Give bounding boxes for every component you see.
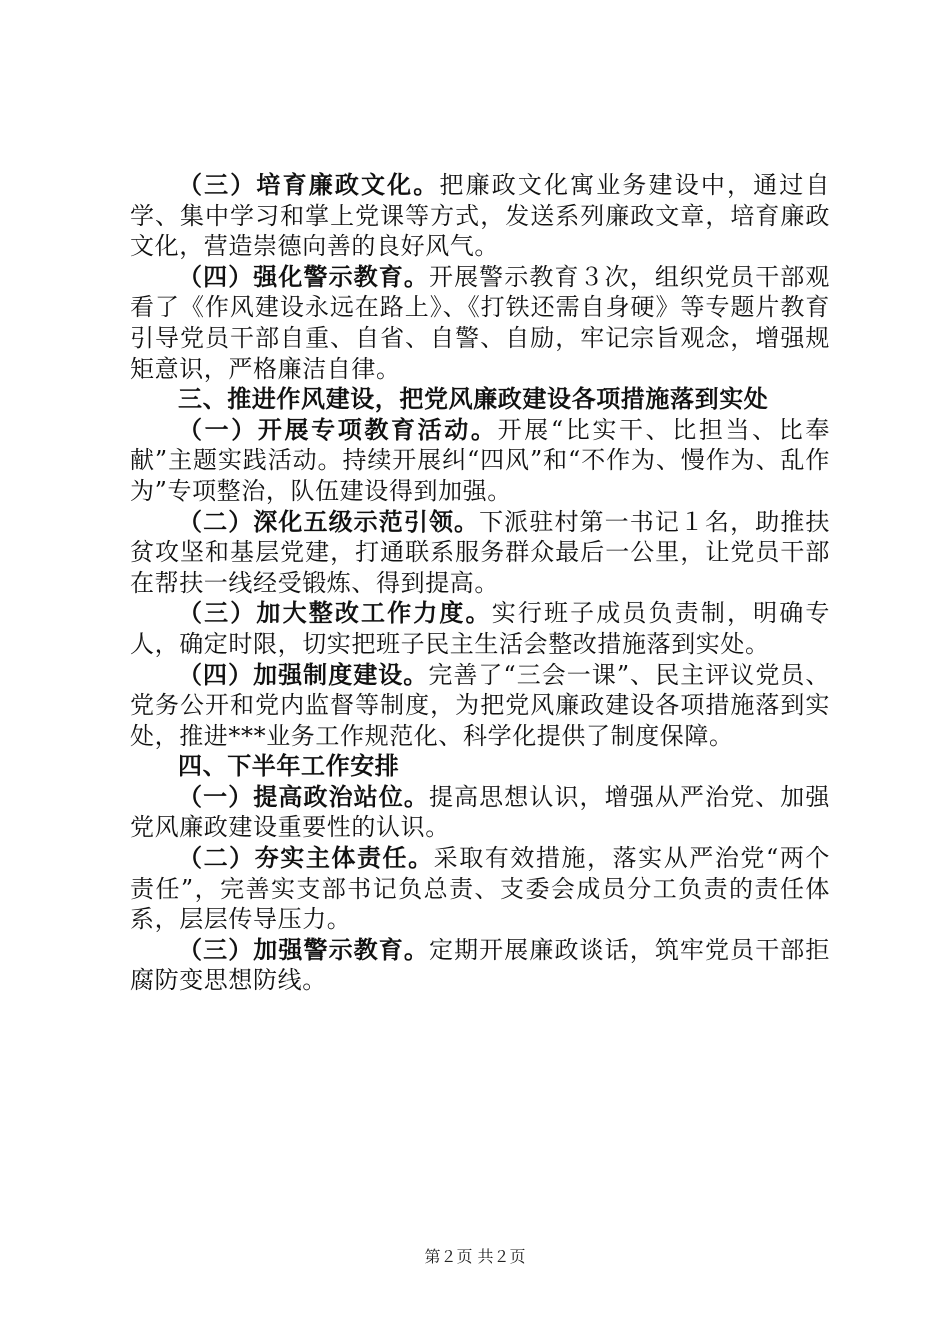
paragraph-text: 采取有效措施，落实从严治党“两个责任”，完善实支部书记负总责、支委会成员分工负责的责任体系，层层传导压力。 — [130, 844, 830, 934]
paragraph-text: 定期开展廉政谈话，筑牢党员干部拒腐防变思想防线。 — [130, 935, 831, 995]
paragraph-lead: （四）强化警示教育。 — [178, 262, 429, 291]
paragraph — [130, 415, 830, 507]
paragraph — [130, 660, 830, 752]
paragraph — [130, 507, 830, 599]
paragraph-text: 开展“比实干、比担当、比奉献”主题实践活动。持续开展纠“四风”和“不作为、慢作为、乱作为”专项整治，队伍建设得到加强。 — [130, 415, 830, 505]
section-heading: 四、下半年工作安排 — [178, 752, 400, 781]
paragraph-lead: （二）夯实主体责任。 — [178, 844, 434, 873]
paragraph-text: 实行班子成员负责制，明确专人，确定时限，切实把班子民主生活会整改措施落到实处。 — [130, 599, 830, 658]
paragraph — [130, 843, 830, 935]
paragraph — [130, 170, 830, 262]
paragraph-text: 开展警示教育３次，组织党员干部观看了《作风建设永远在路上》、《打铁还需自身硬》等专题片教育引导党员干部自重、自省、自警、自励，牢记宗旨观念，增强规矩意识，严格廉洁自律。 — [130, 262, 831, 383]
paragraph-text: 完善了“三会一课”、民主评议党员、党务公开和党内监督等制度，为把党风廉政建设各项措施落到实处，推进***业务工作规范化、科学化提供了制度保障。 — [130, 660, 830, 750]
paragraph-text: 把廉政文化寓业务建设中，通过自学、集中学习和掌上党课等方式，发送系列廉政文章，培育廉政文化，营造崇德向善的良好风气。 — [130, 171, 831, 261]
paragraph-lead: （三）培育廉政文化。 — [178, 171, 440, 199]
section-heading: 三、推进作风建设，把党风廉政建设各项措施落到实处 — [178, 385, 769, 414]
paragraph — [130, 262, 830, 384]
paragraph-lead: （三）加大整改工作力度。 — [178, 599, 492, 628]
paragraph — [130, 782, 830, 843]
paragraph-lead: （二）深化五级示范引领。 — [178, 507, 480, 536]
paragraph — [130, 598, 830, 659]
paragraph-lead: （一）提高政治站位。 — [178, 782, 429, 811]
paragraph-text: 下派驻村第一书记１名，助推扶贫攻坚和基层党建，打通联系服务群众最后一公里，让党员干部在帮扶一线经受锻炼、得到提高。 — [130, 507, 830, 597]
paragraph-lead: （一）开展专项教育活动。 — [178, 415, 498, 444]
paragraph-text: 提高思想认识，增强从严治党、加强党风廉政建设重要性的认识。 — [130, 782, 831, 842]
paragraph-lead: （三）加强警示教育。 — [178, 935, 429, 964]
page-footer: 第２页 共２页 — [424, 1247, 526, 1266]
document-body — [130, 170, 830, 996]
paragraph — [130, 935, 830, 996]
paragraph-lead: （四）加强制度建设。 — [178, 660, 429, 689]
